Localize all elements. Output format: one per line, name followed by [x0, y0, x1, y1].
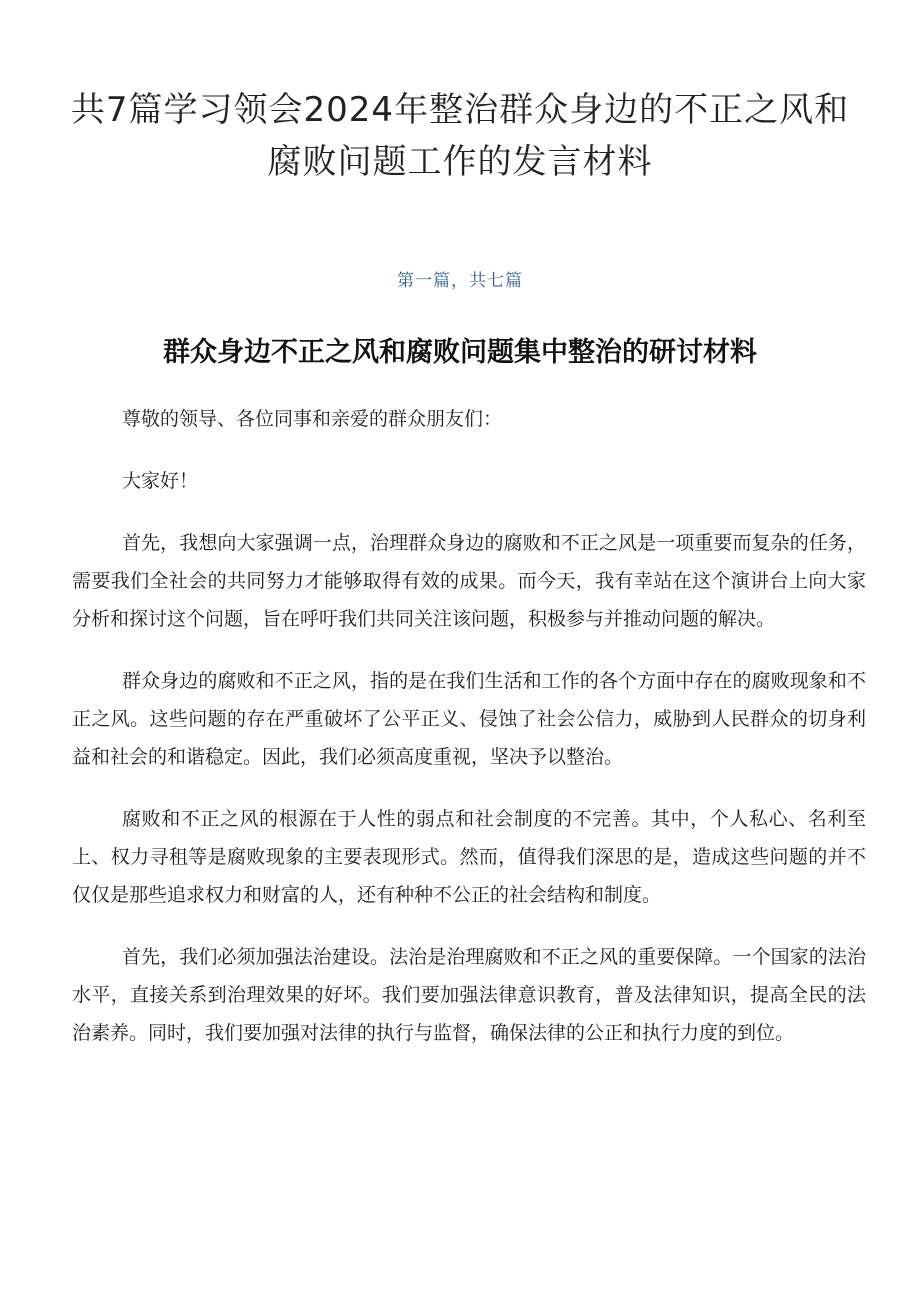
paragraph: 首先，我想向大家强调一点，治理群众身边的腐败和不正之风是一项重要而复杂的任务，需要我们全社会的共同努力才能够取得有效的成果。而今天，我有幸站在这个演讲台上向大家分析和探讨这个问题，旨在呼吁我们共同关注该问题，积极参与并推动问题的解决。 — [72, 532, 866, 630]
body-text — [72, 400, 866, 1076]
title-line-1: 共7篇学习领会2024年整治群众身边的不正之风和 — [70, 90, 850, 130]
title-line-2: 腐败问题工作的发言材料 — [267, 142, 653, 182]
paragraph: 首先，我们必须加强法治建设。法治是治理腐败和不正之风的重要保障。一个国家的法治水平，直接关系到治理效果的好坏。我们要加强法律意识教育，普及法律知识，提高全民的法治素养。同时，我们要加强对法律的执行与监督，确保法律的公正和执行力度的到位。 — [72, 946, 866, 1044]
section-label: 第一篇，共七篇 — [397, 271, 523, 291]
document-title — [60, 84, 860, 188]
paragraph: 群众身边的腐败和不正之风，指的是在我们生活和工作的各个方面中存在的腐败现象和不正之风。这些问题的存在严重破坏了公平正义、侵蚀了社会公信力，威胁到人民群众的切身利益和社会的和谐稳定。因此，我们必须高度重视，坚决予以整治。 — [72, 670, 866, 768]
paragraph: 腐败和不正之风的根源在于人性的弱点和社会制度的不完善。其中，个人私心、名利至上、权力寻租等是腐败现象的主要表现形式。然而，值得我们深思的是，造成这些问题的并不仅仅是那些追求权力和财富的人，还有种种不公正的社会结构和制度。 — [72, 808, 866, 906]
paragraph-salutation: 尊敬的领导、各位同事和亲爱的群众朋友们： — [122, 408, 503, 430]
paragraph-greeting: 大家好！ — [122, 470, 199, 492]
section-heading: 群众身边不正之风和腐败问题集中整治的研讨材料 — [163, 337, 757, 368]
